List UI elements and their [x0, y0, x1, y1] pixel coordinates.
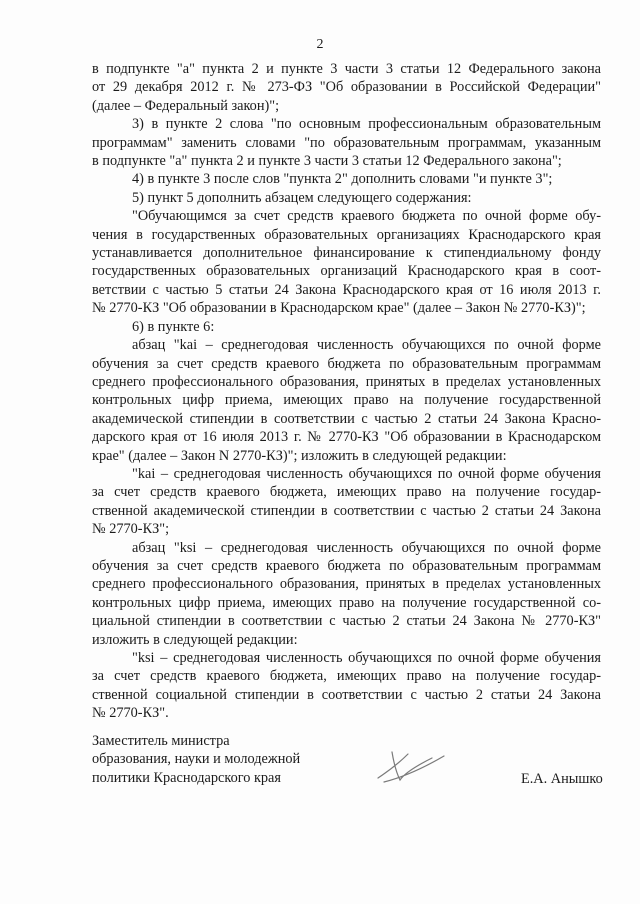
text-line: дарского края от 16 июля 2013 г. № 2770-КЗ "Об образовании в Краснодарском — [92, 429, 601, 446]
signatory-title-line: политики Краснодарского края — [92, 769, 281, 786]
paragraph — [92, 649, 601, 723]
text-line: обучения за счет средств краевого бюджета по образовательным программам — [92, 557, 601, 574]
handwritten-signature — [370, 740, 450, 790]
text-line: ственной социальной стипендии в соответствии с частью 2 статьи 24 Закона — [92, 686, 601, 703]
signatory-title-line: Заместитель министра — [92, 733, 230, 749]
text-line: абзац "ksi – среднегодовая численность обучающихся по очной форме — [132, 539, 601, 556]
text-line: устанавливается дополнительное финансирование к стипендиальному фонду — [92, 245, 601, 262]
paragraph — [92, 539, 601, 649]
paragraph — [92, 318, 601, 336]
text-line: государственных образовательных организаций Краснодарского края в соот- — [92, 263, 601, 280]
text-line: (далее – Федеральный закон)"; — [92, 97, 280, 114]
text-line: 3) в пункте 2 слова "по основным профессиональным образовательным — [132, 116, 601, 133]
text-line: 5) пункт 5 дополнить абзацем следующего содержания: — [132, 189, 472, 206]
paragraph — [92, 336, 601, 465]
signatory-name: Е.А. Анышко — [521, 771, 603, 787]
text-line: в подпункте "а" пункта 2 и пункте 3 части 3 статьи 12 Федерального закона — [92, 61, 601, 77]
text-line: циальной стипендии в соответствии с частью 2 статьи 24 Закона № 2770-КЗ" — [92, 613, 601, 630]
text-line: контрольных цифр приема, имеющих право на получение государственной со- — [92, 594, 601, 611]
text-line: № 2770-КЗ "Об образовании в Краснодарском крае" (далее – Закон № 2770-КЗ)"; — [92, 300, 586, 317]
paragraph — [92, 465, 601, 539]
signatory-title-line: образования, науки и молодежной — [92, 751, 301, 768]
paragraph — [92, 207, 601, 317]
text-line: от 29 декабря 2012 г. № 273-ФЗ "Об образовании в Российской Федерации" — [92, 79, 601, 96]
signatory-title — [92, 732, 392, 787]
text-line: среднего профессионального образования, принятых в пределах установленных — [92, 373, 601, 390]
text-line: ветствии с частью 5 статьи 24 Закона Краснодарского края от 16 июля 2013 г. — [92, 281, 601, 298]
text-line: 4) в пункте 3 после слов "пункта 2" дополнить словами "и пункте 3"; — [132, 171, 553, 188]
text-line: обучения за счет средств краевого бюджета по образовательным программам — [92, 355, 601, 372]
text-line: 6) в пункте 6: — [132, 318, 215, 335]
text-line: академической стипендии в соответствии с частью 2 статьи 24 Закона Красно- — [92, 410, 601, 427]
text-line: в подпункте "а" пункта 2 и пункте 3 части 3 статьи 12 Федерального закона"; — [92, 153, 562, 170]
paragraph — [92, 170, 601, 188]
text-line: чения в государственных образовательных организациях Краснодарского края — [92, 226, 601, 243]
page-number: 2 — [316, 37, 324, 52]
text-line: крае" (далее – Закон N 2770-КЗ)"; изложить в следующей редакции: — [92, 447, 507, 464]
text-line: изложить в следующей редакции: — [92, 631, 298, 648]
paragraph — [92, 189, 601, 207]
text-line: контрольных цифр приема, имеющих право на получение государственной — [92, 392, 601, 409]
text-line: ственной академической стипендии в соответствии с частью 2 статьи 24 Закона — [92, 502, 601, 519]
text-line: "Обучающимся за счет средств краевого бюджета по очной форме обу- — [132, 208, 601, 225]
text-line: "ksi – среднегодовая численность обучающихся по очной форме обучения — [132, 650, 601, 666]
text-line: № 2770-КЗ". — [92, 705, 169, 722]
paragraph — [92, 60, 601, 115]
text-line: № 2770-КЗ"; — [92, 521, 170, 538]
text-line: абзац "kai – среднегодовая численность обучающихся по очной форме — [132, 337, 601, 354]
text-line: среднего профессионального образования, принятых в пределах установленных — [92, 576, 601, 593]
text-line: программам" заменить словами "по образовательным программам, указанным — [92, 134, 601, 151]
document-body — [92, 60, 601, 723]
text-line: за счет средств краевого бюджета, имеющих право на получение государ- — [92, 484, 601, 501]
text-line: за счет средств краевого бюджета, имеющих право на получение государ- — [92, 668, 601, 685]
paragraph — [92, 115, 601, 170]
text-line: "kai – среднегодовая численность обучающихся по очной форме обучения — [132, 465, 601, 482]
